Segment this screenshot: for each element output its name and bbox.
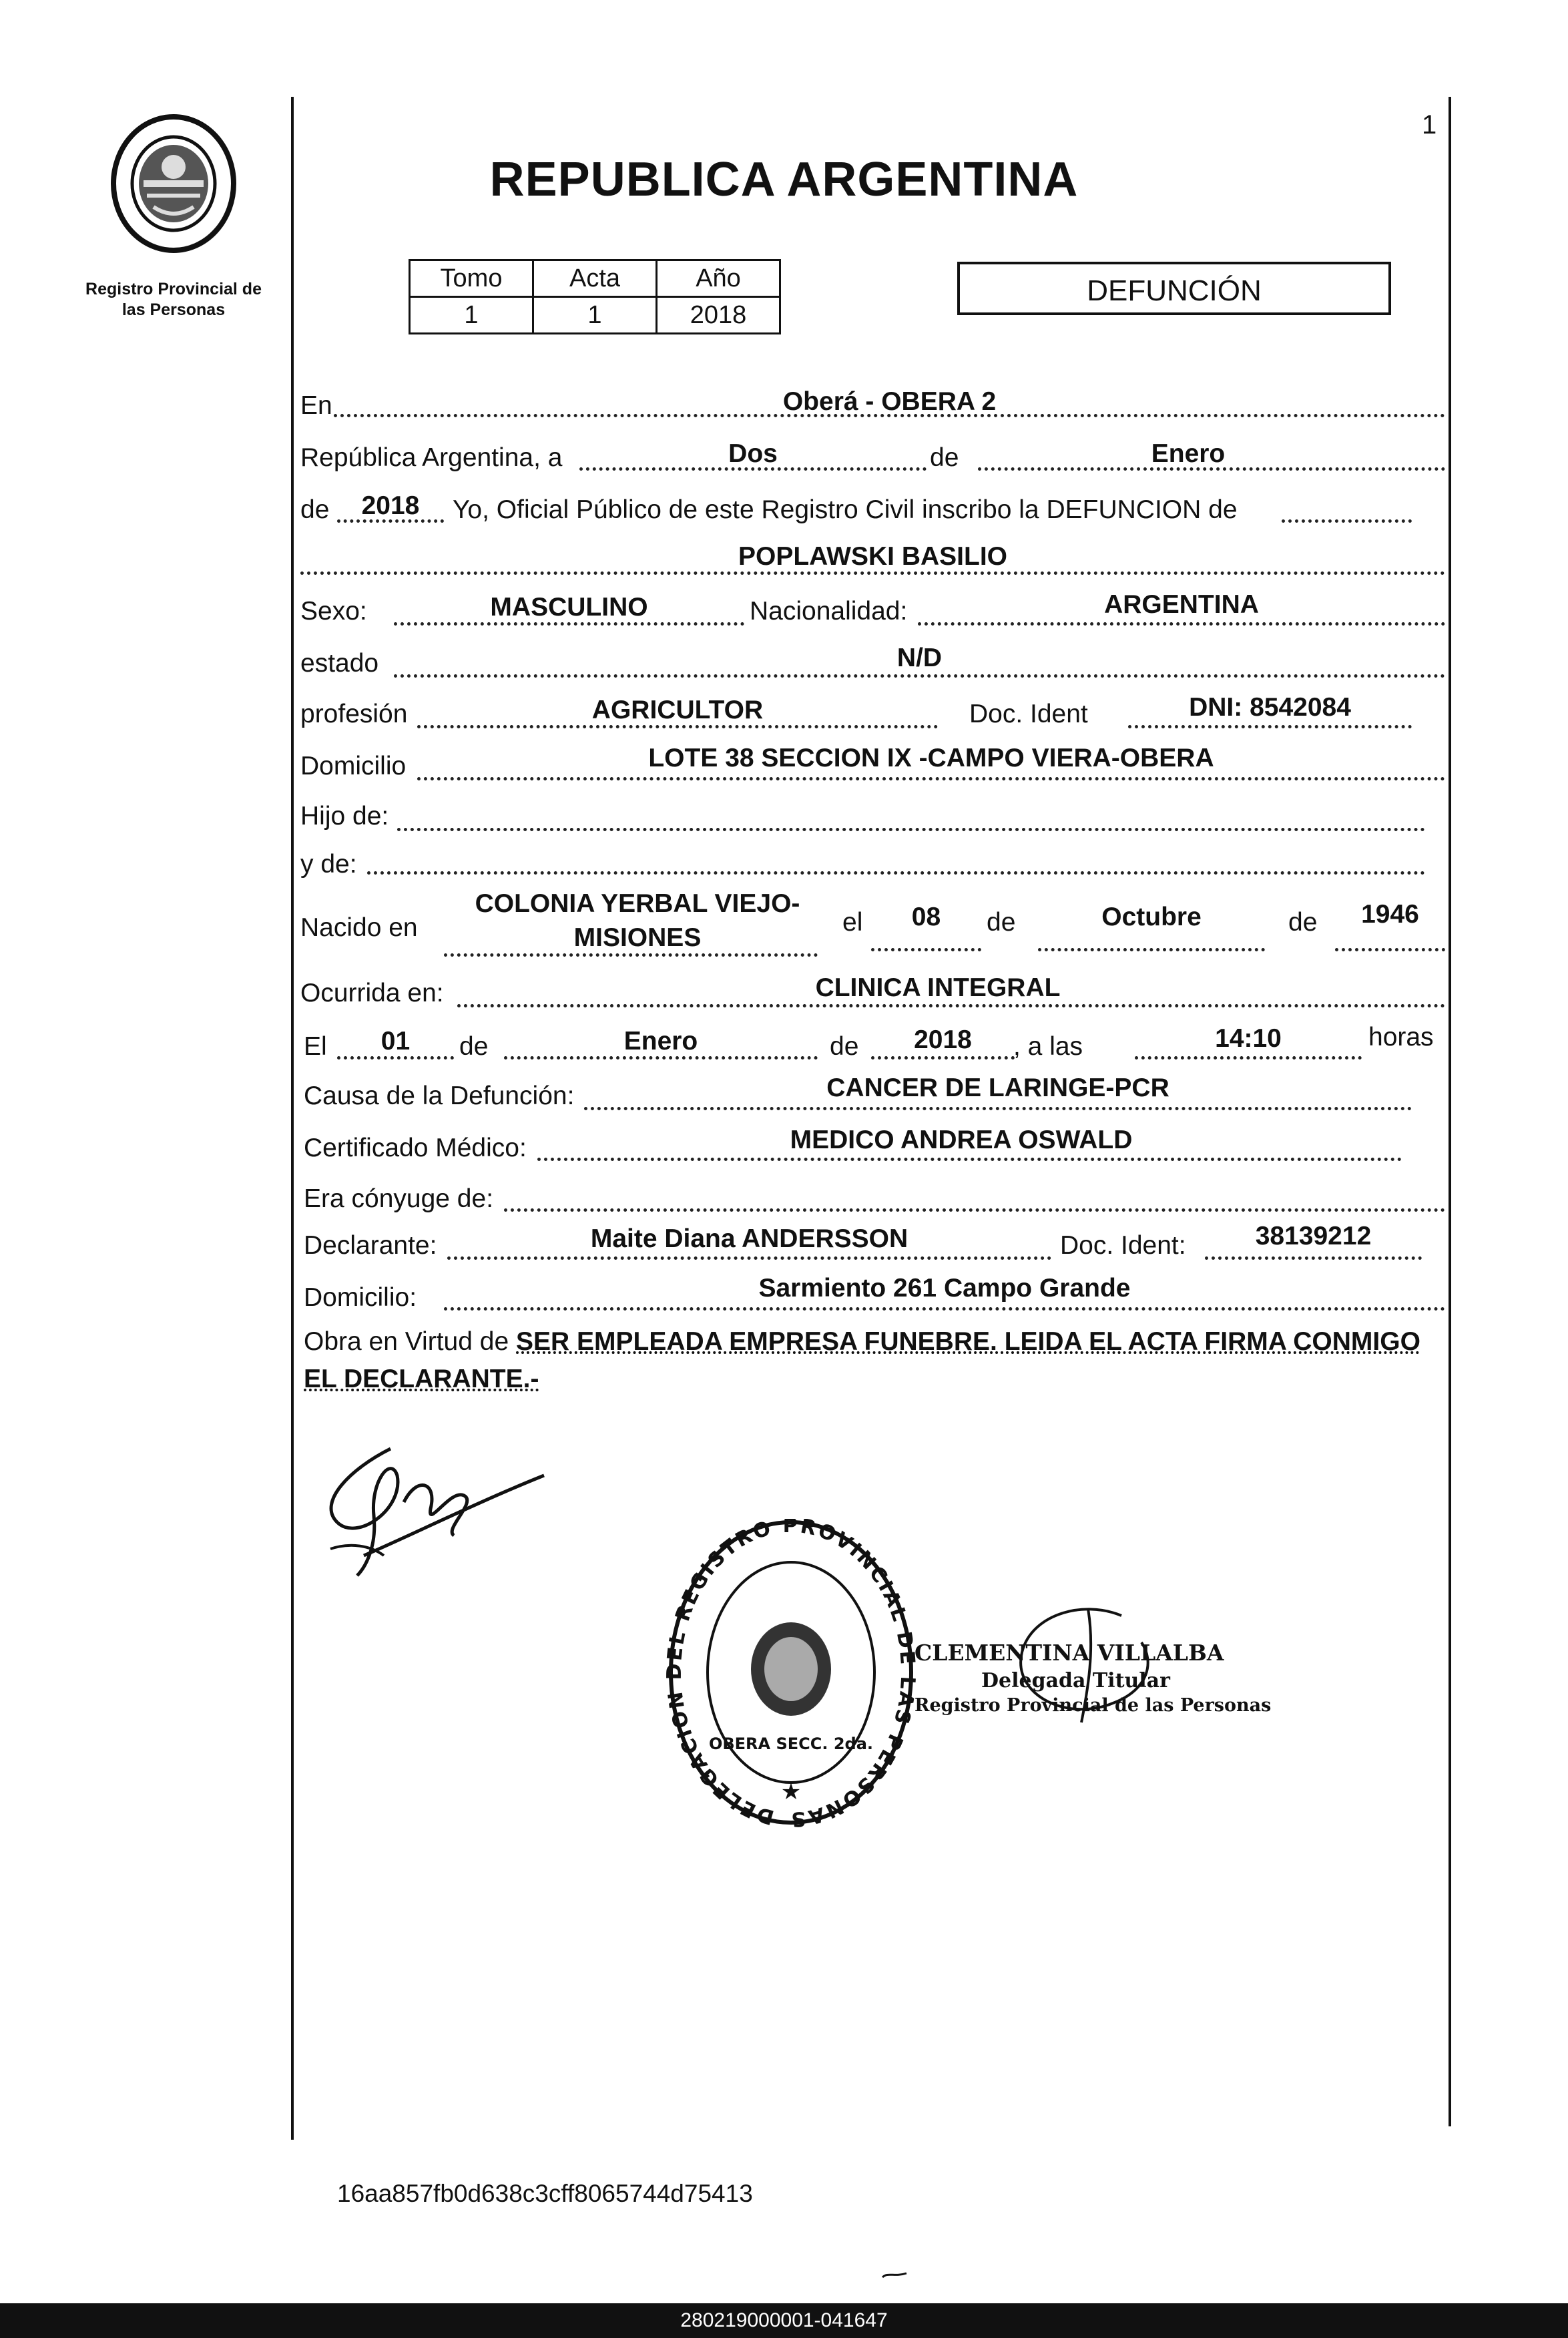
- nacionalidad-label: Nacionalidad:: [750, 597, 908, 626]
- acta-label: Acta: [533, 260, 657, 297]
- tomo-label: Tomo: [410, 260, 533, 297]
- estado-value: N/D: [896, 644, 943, 672]
- def-mes-dotline: [504, 1056, 818, 1060]
- obra-label: Obra en Virtud de: [304, 1327, 509, 1356]
- declarante-dotline: [447, 1256, 1051, 1260]
- footer-doc-code: 280219000001-041647: [0, 2303, 1568, 2338]
- horas-label: horas: [1368, 1023, 1434, 1051]
- republica-label: República Argentina, a: [300, 443, 563, 472]
- def-anio-dotline: [871, 1056, 1015, 1060]
- inscribo-dotline: [1282, 519, 1412, 523]
- signer-name: CLEMENTINA VILLALBA: [914, 1640, 1224, 1666]
- nac-dia-value: 08: [911, 903, 941, 931]
- domicilio-dotline: [417, 777, 1445, 780]
- logo-caption: Registro Provincial de las Personas: [85, 280, 262, 320]
- stamp-inner-text: OBERA SECC. 2da.: [708, 1734, 874, 1753]
- de6-label: de: [830, 1032, 859, 1061]
- left-margin-line: [291, 97, 294, 2140]
- tomo-acta-anio-table: [409, 259, 781, 334]
- el2-label: El: [304, 1032, 327, 1061]
- de4-label: de: [1288, 908, 1318, 937]
- nombre-dotline: [300, 571, 1445, 575]
- nombre-value: POPLAWSKI BASILIO: [738, 542, 1008, 571]
- profesion-value: AGRICULTOR: [591, 696, 764, 724]
- signer-office: Registro Provincial de las Personas: [914, 1694, 1272, 1716]
- scan-mark: [881, 2270, 908, 2278]
- domicilio2-value: Sarmiento 261 Campo Grande: [758, 1274, 1131, 1303]
- official-stamp: [664, 1519, 918, 1833]
- de5-label: de: [459, 1032, 489, 1061]
- svg-text:★: ★: [780, 1779, 802, 1805]
- de2-label: de: [300, 495, 330, 524]
- signer-role: Delegada Titular: [981, 1668, 1170, 1692]
- causa-value: CANCER DE LARINGE-PCR: [826, 1074, 1169, 1102]
- yde-label: y de:: [300, 850, 357, 879]
- estado-dotline: [394, 674, 1445, 678]
- causa-dotline: [584, 1107, 1412, 1110]
- de-label: de: [930, 443, 959, 472]
- sexo-label: Sexo:: [300, 597, 367, 626]
- certificado-dotline: [537, 1158, 1402, 1161]
- registrar-signature: [988, 1596, 1168, 1729]
- def-hora-value: 14:10: [1215, 1024, 1282, 1053]
- anio-label: Año: [657, 260, 780, 297]
- profesion-dotline: [417, 725, 938, 728]
- nacionalidad-value: ARGENTINA: [1104, 590, 1259, 619]
- docident-dotline: [1128, 725, 1412, 728]
- obra-en-virtud: [304, 1323, 1452, 1398]
- dia-value: Dos: [728, 439, 778, 468]
- estado-label: estado: [300, 649, 379, 678]
- sexo-value: MASCULINO: [490, 593, 648, 622]
- tomo-value: 1: [410, 297, 533, 334]
- ocurrida-value: CLINICA INTEGRAL: [815, 973, 1061, 1002]
- domicilio-value: LOTE 38 SECCION IX -CAMPO VIERA-OBERA: [648, 744, 1214, 772]
- document-hash: 16aa857fb0d638c3cff8065744d75413: [337, 2180, 753, 2207]
- page-number: 1: [1422, 110, 1437, 140]
- inscribo-text: Yo, Oficial Público de este Registro Civil inscribo la DEFUNCION de: [453, 495, 1238, 524]
- nac-anio-value: 1946: [1361, 900, 1419, 929]
- el-label: el: [842, 908, 863, 937]
- docident2-label: Doc. Ident:: [1060, 1231, 1186, 1260]
- ocurrida-label: Ocurrida en:: [300, 979, 444, 1007]
- sexo-dotline: [394, 622, 744, 626]
- de3-label: de: [987, 908, 1016, 937]
- nacido-value-line2: MISIONES: [573, 923, 702, 952]
- right-margin-line: [1449, 97, 1451, 2126]
- def-hora-dotline: [1135, 1056, 1362, 1060]
- docident-label: Doc. Ident: [969, 700, 1088, 728]
- nac-mes-value: Octubre: [1101, 903, 1202, 931]
- def-mes-value: Enero: [623, 1027, 698, 1056]
- nacionalidad-dotline: [918, 622, 1445, 626]
- hijo-label: Hijo de:: [300, 802, 389, 831]
- docident2-value: 38139212: [1255, 1222, 1372, 1250]
- yde-dotline: [367, 871, 1425, 875]
- hijo-dotline: [397, 828, 1425, 831]
- mes-value: Enero: [1151, 439, 1226, 468]
- anio-value: 2018: [657, 297, 780, 334]
- certificado-label: Certificado Médico:: [304, 1134, 527, 1162]
- en-value: Oberá - OBERA 2: [782, 387, 997, 416]
- nacido-label: Nacido en: [300, 913, 418, 942]
- def-dia-value: 01: [380, 1027, 411, 1056]
- declarante-value: Maite Diana ANDERSSON: [590, 1224, 908, 1253]
- domicilio2-label: Domicilio:: [304, 1283, 417, 1312]
- def-dia-dotline: [337, 1056, 454, 1060]
- causa-label: Causa de la Defunción:: [304, 1082, 575, 1110]
- certificado-value: MEDICO ANDREA OSWALD: [790, 1126, 1133, 1154]
- declarante-label: Declarante:: [304, 1231, 437, 1260]
- profesion-label: profesión: [300, 700, 408, 728]
- acta-value: 1: [533, 297, 657, 334]
- docident2-dotline: [1205, 1256, 1422, 1260]
- domicilio2-dotline: [444, 1307, 1445, 1311]
- nac-anio-dotline: [1335, 948, 1445, 951]
- en-label: En: [300, 391, 332, 420]
- anio-value: 2018: [361, 491, 420, 520]
- ocurrida-dotline: [457, 1004, 1445, 1007]
- alas-label: , a las: [1013, 1032, 1083, 1061]
- stamp-ring-text: DELEGACION DEL REGISTRO PROVINCIAL DE LAS PERSONAS: [664, 1519, 918, 1831]
- declarant-signature: [310, 1429, 551, 1589]
- docident-value: DNI: 8542084: [1189, 693, 1351, 722]
- domicilio-label: Domicilio: [300, 752, 407, 780]
- nacido-value-line1: COLONIA YERBAL VIEJO-: [475, 889, 800, 918]
- document-title: REPUBLICA ARGENTINA: [489, 153, 1079, 206]
- record-type-box: DEFUNCIÓN: [957, 262, 1391, 315]
- nacido-dotline: [444, 953, 818, 957]
- obra-value: SER EMPLEADA EMPRESA FUNEBRE. LEIDA EL ACTA FIRMA CONMIGO EL DECLARANTE.-: [304, 1327, 1420, 1393]
- conyuge-dotline: [504, 1208, 1445, 1212]
- def-anio-value: 2018: [914, 1025, 972, 1054]
- nac-dia-dotline: [871, 948, 981, 951]
- nac-mes-dotline: [1038, 948, 1265, 951]
- conyuge-label: Era cónyuge de:: [304, 1184, 494, 1213]
